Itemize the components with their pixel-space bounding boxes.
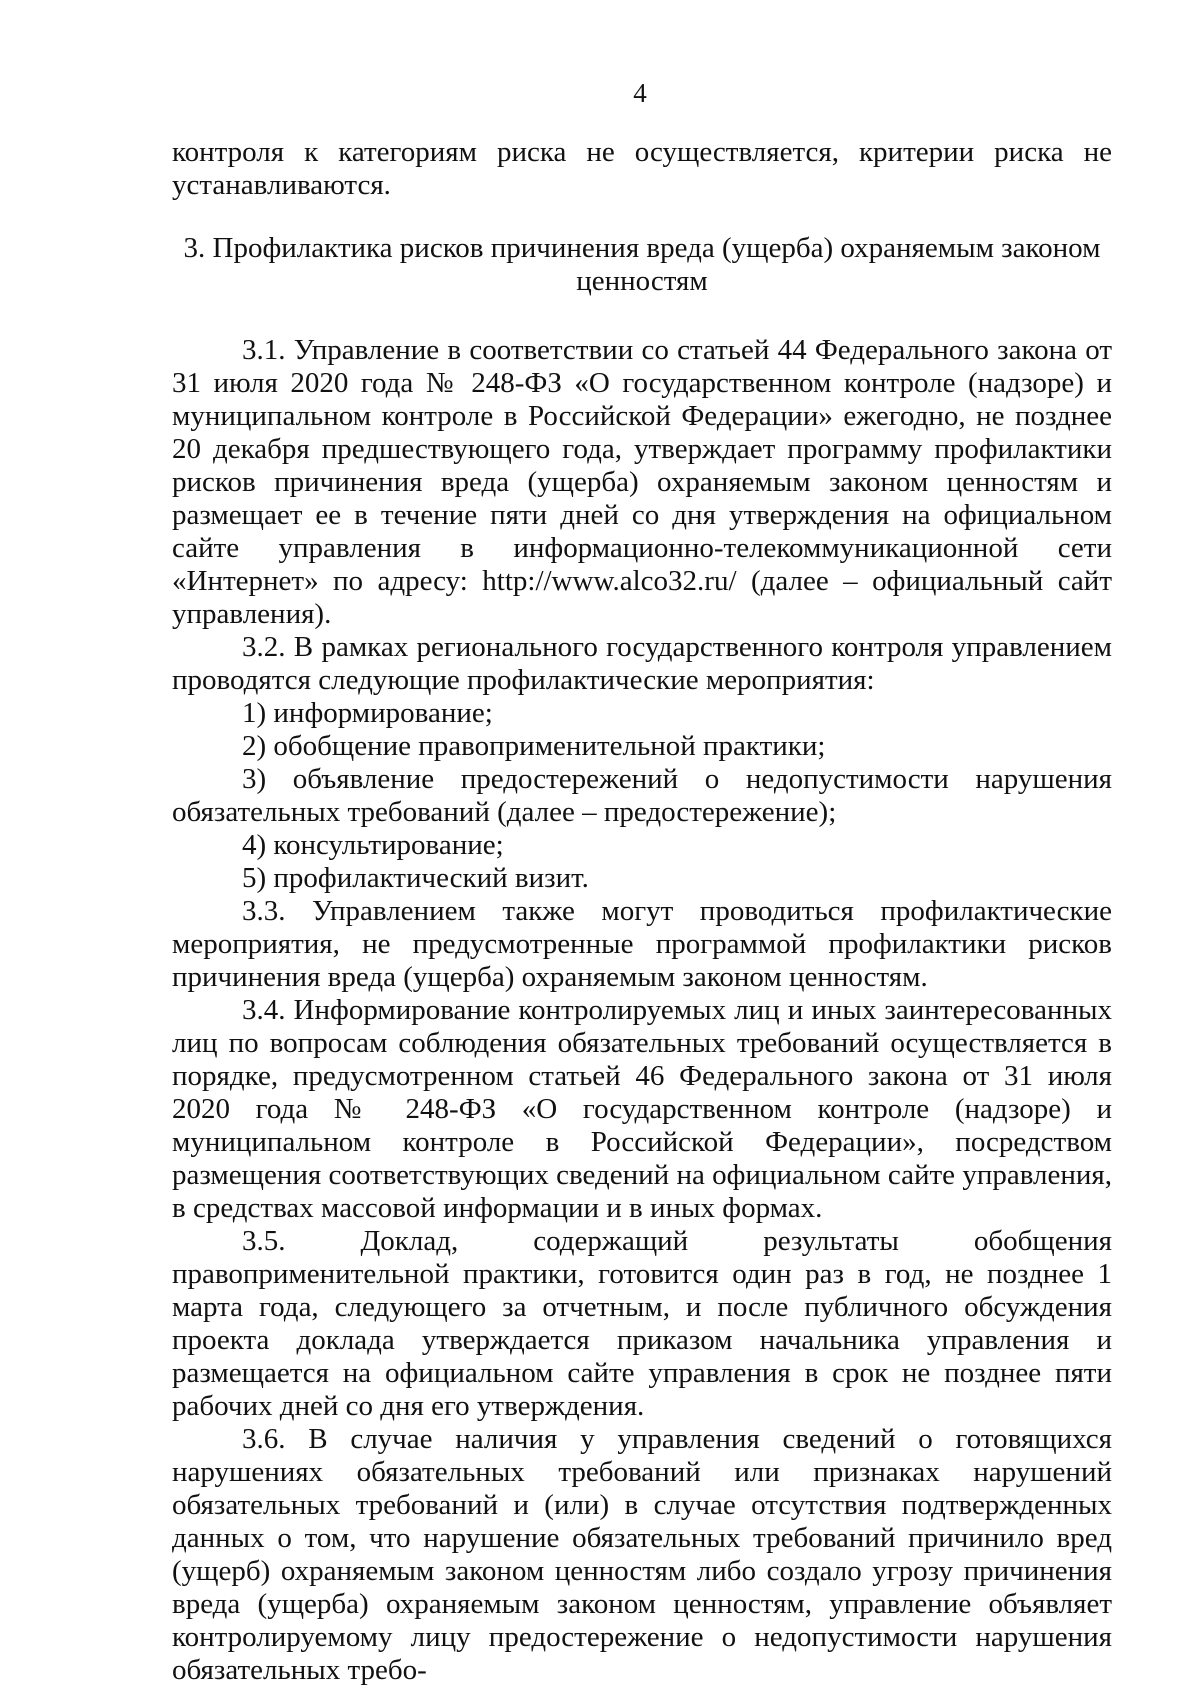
paragraph-3-5: 3.5. Доклад, содержащий результаты обобщения правоприменительной практики, готовится один раз в год, не позднее 1 марта года, следующего за отчетным, и после публичного обсуждения проекта доклада утверждается приказом начальника управления и размещается на официальном сайте управления в срок не позднее пяти рабочих дней со дня его утверждения.: [172, 1225, 1112, 1422]
section-body: [172, 334, 1112, 1687]
page-number: 4: [633, 78, 647, 108]
paragraph-3-4: 3.4. Информирование контролируемых лиц и иных заинтересованных лиц по вопросам соблюдения обязательных требований осуществляется в порядке, предусмотренном статьей 46 Федерального закона от 31 июля 2020 года № 248-ФЗ «О государственном контроле (надзоре) и муниципальном контроле в Российской Федерации», посредством размещения соответствующих сведений на официальном сайте управления, в средствах массовой информации и в иных формах.: [172, 994, 1112, 1224]
list-item-1: 1) информирование;: [242, 697, 493, 729]
intro-paragraph-container: [172, 136, 1112, 202]
list-item-3: 3) объявление предостережений о недопустимости нарушения обязательных требований (далее – предостережение);: [172, 763, 1112, 828]
section-heading: 3. Профилактика рисков причинения вреда (ущерба) охраняемым законом ценностям: [183, 232, 1101, 297]
paragraph-3-1: 3.1. Управление в соответствии со статьей 44 Федерального закона от 31 июля 2020 года № 248-ФЗ «О государственном контроле (надзоре) и муниципальном контроле в Российской Федерации» ежегодно, не позднее 20 декабря предшествующего года, утверждает программу профилактики рисков причинения вреда (ущерба) охраняемым законом ценностям и размещает ее в течение пяти дней со дня утверждения на официальном сайте управления в информационно-телекоммуникационной сети «Интернет» по адресу: http://www.alco32.ru/ (далее – официальный сайт управления).: [172, 334, 1112, 630]
paragraph-3-3: 3.3. Управлением также могут проводиться профилактические мероприятия, не предусмотренные программой профилактики рисков причинения вреда (ущерба) охраняемым законом ценностям.: [172, 895, 1112, 993]
paragraph-3-6: 3.6. В случае наличия у управления сведений о готовящихся нарушениях обязательных требований или признаках нарушений обязательных требований и (или) в случае отсутствия подтвержденных данных о том, что нарушение обязательных требований причинило вред (ущерб) охраняемым законом ценностям либо создало угрозу причинения вреда (ущерба) охраняемым законом ценностям, управление объявляет контролируемому лицу предостережение о недопустимости нарушения обязательных требо-: [172, 1423, 1112, 1686]
list-item-4: 4) консультирование;: [242, 829, 504, 861]
list-item-2: 2) обобщение правоприменительной практики;: [242, 730, 826, 762]
paragraph-3-2: 3.2. В рамках регионального государственного контроля управлением проводятся следующие профилактические мероприятия:: [172, 631, 1112, 696]
list-item-5: 5) профилактический визит.: [242, 862, 589, 894]
intro-paragraph: контроля к категориям риска не осуществляется, критерии риска не устанавливаются.: [172, 136, 1112, 201]
